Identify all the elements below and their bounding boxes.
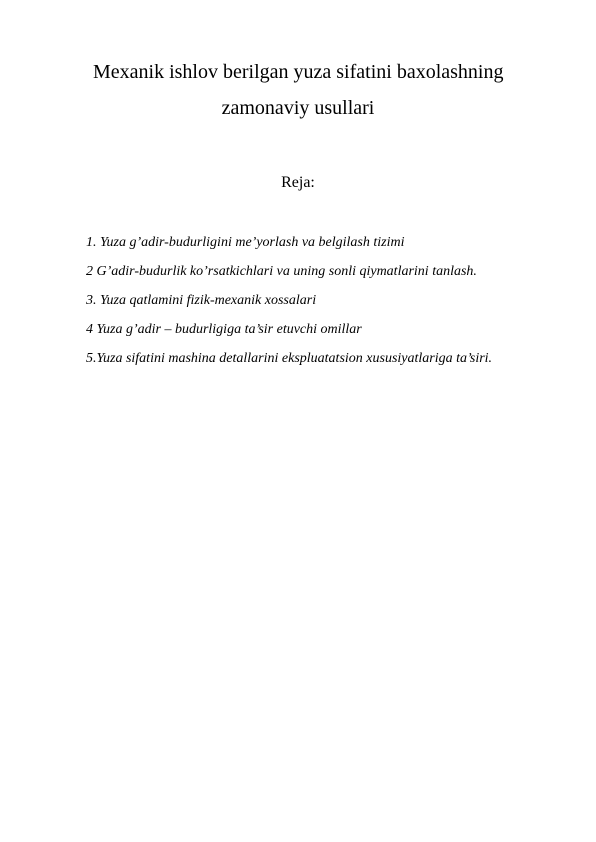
plan-list <box>86 234 492 379</box>
document-title-line-2: zamonaviy usullari <box>221 97 375 119</box>
plan-item-5: 5.Yuza sifatini mashina detallarini ekspluatatsion xususiyatlariga ta’siri. <box>86 351 493 366</box>
plan-heading: Reja: <box>281 174 315 191</box>
plan-item-4: 4 Yuza g’adir – budurligiga ta’sir etuvchi omillar <box>86 322 362 337</box>
plan-item-2: 2 G’adir-budurlik ko’rsatkichlari va uning sonli qiymatlarini tanlash. <box>86 264 477 279</box>
document-title-line-1: Mexanik ishlov berilgan yuza sifatini baxolashning <box>93 61 504 83</box>
plan-item-3: 3. Yuza qatlamini fizik-mexanik xossalari <box>86 293 317 308</box>
plan-item-1: 1. Yuza g’adir-budurligini me’yorlash va belgilash tizimi <box>86 235 405 250</box>
